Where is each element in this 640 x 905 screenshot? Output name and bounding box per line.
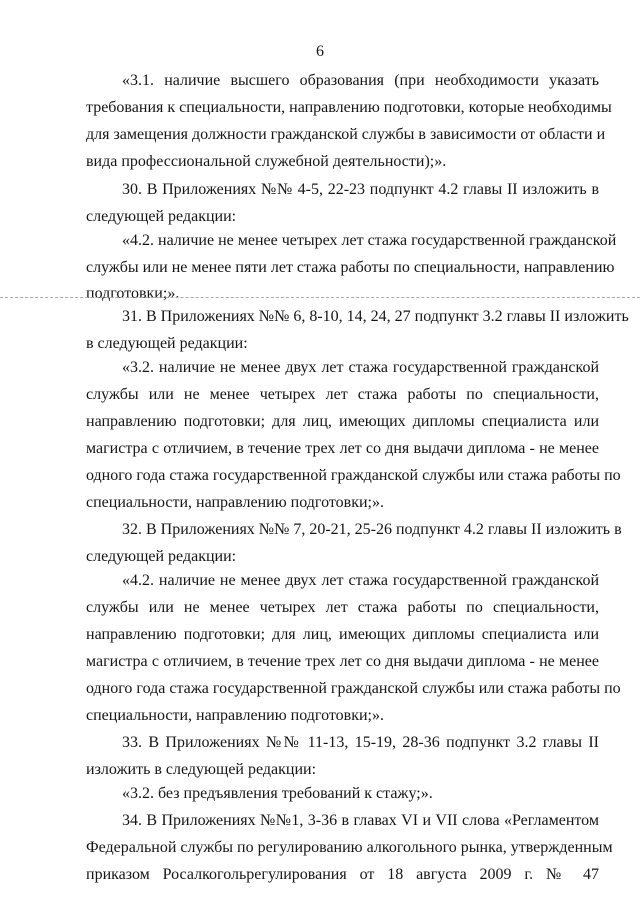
text-line: следующей редакции: (86, 548, 237, 565)
text-line: специальности, направлению подготовки;». (86, 494, 384, 511)
text-line: службы или не менее пяти лет стажа работы по специальности, направлению (86, 259, 615, 276)
text-line: «3.1. наличие высшего образования (при необходимости указать (122, 72, 599, 89)
text-line: специальности, направлению подготовки;». (86, 707, 384, 724)
text-line: приказом Росалкогольрегулирования от 18 августа 2009 г. № 47 (86, 866, 599, 883)
text-line: 31. В Приложениях №№ 6, 8-10, 14, 24, 27 подпункт 3.2 главы II изложить (122, 308, 629, 325)
text-line: «3.2. наличие не менее двух лет стажа государственной гражданской (122, 359, 599, 376)
text-line: вида профессиональной служебной деятельности);». (86, 153, 447, 170)
text-line: «4.2. наличие не менее четырех лет стажа государственной гражданской (122, 232, 617, 249)
text-line: изложить в следующей редакции: (86, 761, 317, 778)
text-line: магистра с отличием, в течение трех лет со дня выдачи диплома - не менее (86, 440, 599, 457)
text-line: одного года стажа государственной гражданской службы или стажа работы по (86, 467, 621, 484)
text-line: в следующей редакции: (86, 335, 248, 352)
text-line: 30. В Приложениях №№ 4-5, 22-23 подпункт 4.2 главы II изложить в (122, 181, 599, 198)
text-line: одного года стажа государственной гражданской службы или стажа работы по (86, 680, 621, 697)
text-line: направлению подготовки; для лиц, имеющих дипломы специалиста или (86, 413, 599, 430)
text-line: 32. В Приложениях №№ 7, 20-21, 25-26 подпункт 4.2 главы II изложить в (122, 521, 622, 538)
text-line: магистра с отличием, в течение трех лет со дня выдачи диплома - не менее (86, 653, 599, 670)
text-line: 34. В Приложениях №№1, 3-36 в главах VI и VII слова «Регламентом (122, 812, 599, 829)
text-line: следующей редакции: (86, 208, 237, 225)
page-break-line (0, 297, 640, 298)
text-line: «3.2. без предъявления требований к стажу;». (122, 785, 433, 802)
text-line: 33. В Приложениях №№ 11-13, 15-19, 28-36 подпункт 3.2 главы II (122, 734, 599, 751)
text-line: подготовки;». (86, 285, 180, 302)
text-line: службы или не менее четырех лет стажа работы по специальности, (86, 599, 599, 616)
page-number: 6 (316, 43, 324, 60)
text-line: требования к специальности, направлению подготовки, которые необходимы (86, 99, 612, 116)
text-line: «4.2. наличие не менее двух лет стажа государственной гражданской (122, 572, 599, 589)
text-line: направлению подготовки; для лиц, имеющих дипломы специалиста или (86, 626, 599, 643)
text-line: для замещения должности гражданской службы в зависимости от области и (86, 126, 606, 143)
text-line: Федеральной службы по регулированию алкогольного рынка, утвержденным (86, 839, 613, 856)
text-line: службы или не менее четырех лет стажа работы по специальности, (86, 386, 599, 403)
